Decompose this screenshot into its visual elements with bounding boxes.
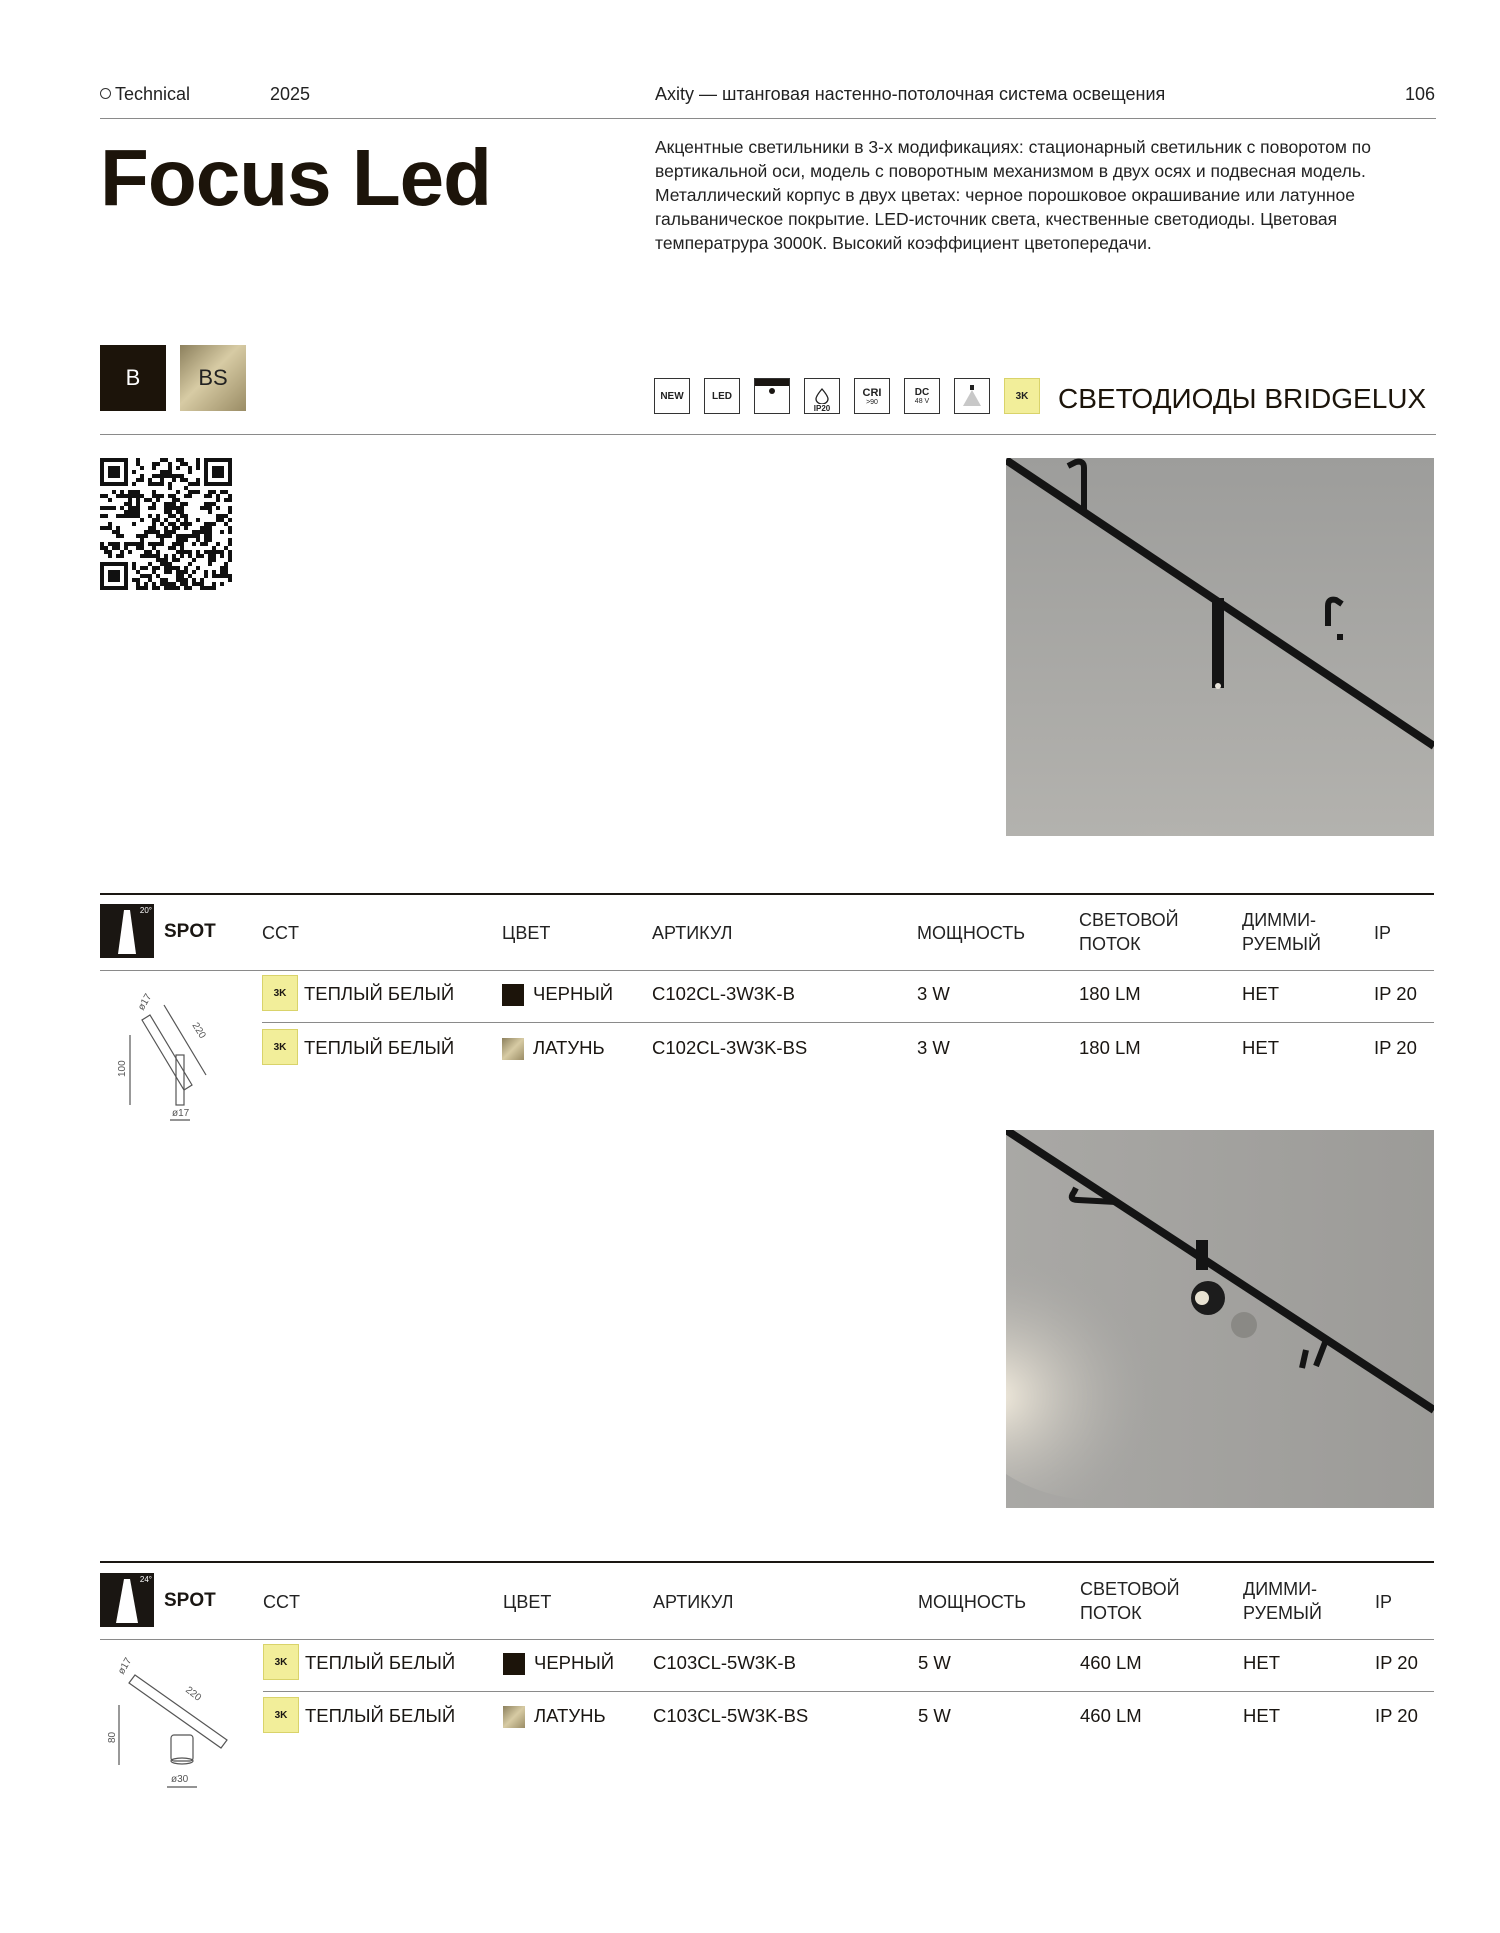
ip-value: IP 20 xyxy=(1375,1705,1418,1726)
color-swatch-brass xyxy=(503,1706,525,1728)
new-icon: NEW xyxy=(654,378,690,414)
col-color: ЦВЕТ xyxy=(503,1592,552,1612)
qr-code-icon[interactable] xyxy=(100,458,232,590)
table2-top-border xyxy=(100,1561,1434,1563)
svg-text:ø17: ø17 xyxy=(172,1108,190,1119)
drop-icon xyxy=(815,388,829,404)
svg-text:ø17: ø17 xyxy=(136,992,155,1013)
col-color: ЦВЕТ xyxy=(502,923,551,943)
svg-text:220: 220 xyxy=(183,1684,204,1704)
section-label: Technical xyxy=(100,84,190,105)
power-value: 3 W xyxy=(917,1037,950,1058)
svg-text:ø17: ø17 xyxy=(116,1656,135,1677)
col-ip: IP xyxy=(1375,1592,1393,1612)
dc-icon: DC 48 V xyxy=(904,378,940,414)
color-value: ЧЕРНЫЙ xyxy=(534,1652,615,1673)
col-ip: IP xyxy=(1374,923,1392,943)
table1-header-divider xyxy=(100,970,1434,971)
col-article: АРТИКУЛ xyxy=(653,1592,734,1612)
cct-value: ТЕПЛЫЙ БЕЛЫЙ xyxy=(305,1705,456,1726)
led-label: СВЕТОДИОДЫ BRIDGELUX xyxy=(1058,383,1427,414)
col-article: АРТИКУЛ xyxy=(652,923,733,943)
dimmable-value: НЕТ xyxy=(1243,1652,1280,1673)
flux-value: 460 LM xyxy=(1080,1705,1142,1726)
color-value: ЛАТУНЬ xyxy=(534,1705,606,1726)
header-divider xyxy=(100,118,1436,119)
flux-value: 460 LM xyxy=(1080,1652,1142,1673)
color-value: ЧЕРНЫЙ xyxy=(533,983,614,1004)
3k-icon: 3K xyxy=(1004,378,1040,414)
col-flux: СВЕТОВОЙ ПОТОК xyxy=(1080,1579,1180,1623)
dimmable-value: НЕТ xyxy=(1242,1037,1279,1058)
row-divider xyxy=(263,1691,1434,1692)
ip20-icon: IP20 xyxy=(804,378,840,414)
col-power: МОЩНОСТЬ xyxy=(917,923,1026,943)
cct-badge: 3K xyxy=(262,1029,298,1065)
col-cct: CCT xyxy=(263,1592,300,1612)
swatch-brass[interactable]: BS xyxy=(180,345,246,411)
svg-text:220: 220 xyxy=(189,1020,208,1041)
circle-icon xyxy=(100,88,111,99)
ip-value: IP 20 xyxy=(1374,983,1417,1004)
power-value: 5 W xyxy=(918,1652,951,1673)
svg-text:ø30: ø30 xyxy=(171,1774,189,1785)
cct-badge: 3K xyxy=(263,1644,299,1680)
dimension-drawing-1 xyxy=(110,985,240,1125)
col-cct: CCT xyxy=(262,923,299,943)
cct-value: ТЕПЛЫЙ БЕЛЫЙ xyxy=(304,1037,455,1058)
svg-text:80: 80 xyxy=(107,1731,118,1743)
table2-header-divider xyxy=(100,1639,1434,1640)
product-photo-2 xyxy=(1006,1130,1434,1508)
product-description: Акцентные светильники в 3-х модификациях: стационарный светильник с поворотом по вертикальной оси, модель с поворотным механизмом в двух осях и подвесная модель. Металлический корпус в двух цветах: черное порошковое окрашивание или латунное гальваническое покрытие. LED-источник света, кчественные светодиоды. Цветовая температрура 3000К. Высокий коэффициент цветопередачи. xyxy=(655,137,1371,253)
color-value: ЛАТУНЬ xyxy=(533,1037,605,1058)
spot-label: SPOT xyxy=(164,921,216,942)
dimension-drawing-2 xyxy=(105,1655,240,1795)
flux-value: 180 LM xyxy=(1079,1037,1141,1058)
section-divider xyxy=(100,434,1436,435)
cct-badge: 3K xyxy=(263,1697,299,1733)
cct-badge: 3K xyxy=(262,975,298,1011)
product-title: Focus Led xyxy=(100,133,492,222)
cct-value: ТЕПЛЫЙ БЕЛЫЙ xyxy=(304,983,455,1004)
row-divider xyxy=(262,1022,1434,1023)
spot-beam-icon: 24° xyxy=(100,1573,154,1627)
product-photo-1 xyxy=(1006,458,1434,836)
dimmable-value: НЕТ xyxy=(1243,1705,1280,1726)
power-value: 5 W xyxy=(918,1705,951,1726)
article-value[interactable]: C102CL-3W3K-BS xyxy=(652,1037,808,1058)
cri-icon: CRI >90 xyxy=(854,378,890,414)
surface-mount-icon xyxy=(754,378,790,414)
spot-beam-icon: 20° xyxy=(100,904,154,958)
svg-text:100: 100 xyxy=(117,1060,128,1077)
article-value[interactable]: C103CL-5W3K-B xyxy=(653,1652,796,1673)
page-number: 106 xyxy=(1405,84,1436,104)
col-flux: СВЕТОВОЙ ПОТОК xyxy=(1079,910,1179,954)
col-dimmable: ДИММИ- РУЕМЫЙ xyxy=(1243,1579,1322,1623)
ip-value: IP 20 xyxy=(1375,1652,1418,1673)
color-swatch-black xyxy=(502,984,524,1006)
article-value[interactable]: C103CL-5W3K-BS xyxy=(653,1705,809,1726)
power-value: 3 W xyxy=(917,983,950,1004)
color-swatch-brass xyxy=(502,1038,524,1060)
led-icon: LED xyxy=(704,378,740,414)
dimmable-value: НЕТ xyxy=(1242,983,1279,1004)
catalog-title: Axity — штанговая настенно-потолочная система освещения xyxy=(655,84,1166,104)
ip-value: IP 20 xyxy=(1374,1037,1417,1058)
flux-value: 180 LM xyxy=(1079,983,1141,1004)
beam-icon xyxy=(954,378,990,414)
table1-top-border xyxy=(100,893,1434,895)
spot-label: SPOT xyxy=(164,1590,216,1611)
year-label: 2025 xyxy=(270,84,311,104)
article-value[interactable]: C102CL-3W3K-B xyxy=(652,983,795,1004)
col-power: МОЩНОСТЬ xyxy=(918,1592,1027,1612)
swatch-black[interactable]: B xyxy=(100,345,166,411)
color-swatch-black xyxy=(503,1653,525,1675)
cct-value: ТЕПЛЫЙ БЕЛЫЙ xyxy=(305,1652,456,1673)
col-dimmable: ДИММИ- РУЕМЫЙ xyxy=(1242,910,1321,954)
